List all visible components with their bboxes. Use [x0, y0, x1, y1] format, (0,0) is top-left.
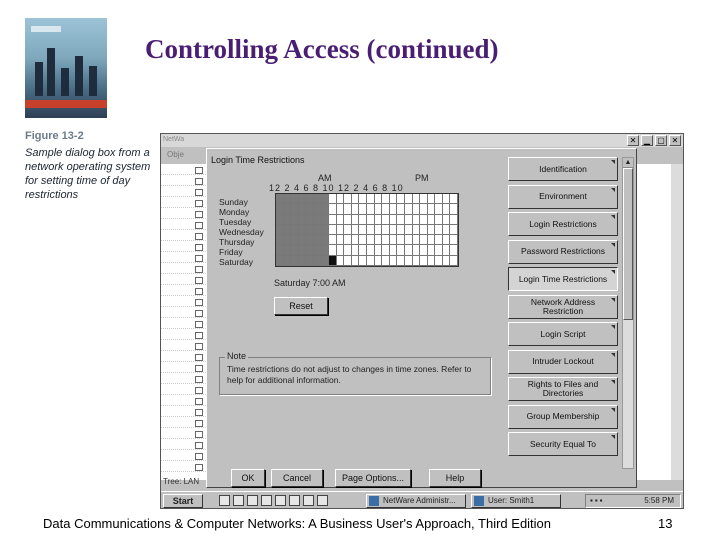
time-cell[interactable]	[337, 245, 345, 255]
time-cell[interactable]	[367, 235, 375, 245]
time-cell[interactable]	[397, 256, 405, 266]
cancel-button[interactable]: Cancel	[271, 469, 323, 487]
time-cell[interactable]	[344, 235, 352, 245]
time-cell[interactable]	[291, 256, 299, 266]
help-button[interactable]: Help	[429, 469, 481, 487]
tree-row[interactable]	[161, 461, 206, 472]
time-cell[interactable]	[420, 235, 428, 245]
maximize-icon[interactable]: ▢	[655, 135, 667, 146]
ok-button[interactable]: OK	[231, 469, 265, 487]
tree-row[interactable]	[161, 340, 206, 351]
start-button[interactable]: Start	[163, 494, 203, 508]
tree-row[interactable]	[161, 175, 206, 186]
tree-row[interactable]	[161, 417, 206, 428]
time-cell[interactable]	[413, 215, 421, 225]
time-cell[interactable]	[397, 215, 405, 225]
slide-title: Controlling Access (continued)	[145, 34, 499, 64]
time-cell[interactable]	[284, 225, 292, 235]
quicklaunch-icon[interactable]	[289, 495, 300, 506]
menu-item-object[interactable]: Obje	[167, 150, 184, 159]
time-cell[interactable]	[428, 215, 436, 225]
time-cell[interactable]	[367, 225, 375, 235]
tree-row[interactable]	[161, 428, 206, 439]
page-button[interactable]	[508, 295, 618, 319]
day-label: Tuesday	[219, 217, 252, 227]
time-cell[interactable]	[291, 194, 299, 204]
quicklaunch-icon[interactable]	[317, 495, 328, 506]
tree-row[interactable]	[161, 252, 206, 263]
time-cell[interactable]	[428, 204, 436, 214]
clock: 5:58 PM	[644, 496, 674, 505]
time-cell[interactable]	[337, 225, 345, 235]
tree-row[interactable]	[161, 219, 206, 230]
am-label: AM	[318, 173, 332, 183]
time-cell[interactable]	[443, 215, 451, 225]
page-corner-icon	[611, 325, 615, 329]
time-cell[interactable]	[352, 204, 360, 214]
time-cell[interactable]	[375, 256, 383, 266]
time-cell[interactable]	[337, 204, 345, 214]
time-cell[interactable]	[450, 235, 458, 245]
time-cell[interactable]	[299, 235, 307, 245]
time-cell[interactable]	[435, 245, 443, 255]
tree-row[interactable]	[161, 274, 206, 285]
page-button[interactable]	[508, 267, 618, 291]
time-cell[interactable]	[405, 235, 413, 245]
page-corner-icon	[611, 160, 615, 164]
tree-row[interactable]	[161, 439, 206, 450]
time-cell[interactable]	[443, 225, 451, 235]
time-cell[interactable]	[314, 194, 322, 204]
day-label: Wednesday	[219, 227, 264, 237]
time-cell[interactable]	[420, 204, 428, 214]
time-cell[interactable]	[450, 204, 458, 214]
page-button[interactable]	[508, 322, 618, 346]
page-button[interactable]	[508, 432, 618, 456]
page-corner-icon	[611, 380, 615, 384]
close-icon[interactable]: ✕	[627, 135, 639, 146]
page-button-label: Identification	[539, 163, 587, 174]
time-cell[interactable]	[375, 245, 383, 255]
time-cell[interactable]	[390, 235, 398, 245]
time-cell[interactable]	[299, 204, 307, 214]
quicklaunch-icon[interactable]	[303, 495, 314, 506]
figure-label: Figure 13-2	[25, 130, 84, 142]
time-cell[interactable]	[367, 245, 375, 255]
task-user[interactable]	[471, 494, 561, 508]
time-cell[interactable]	[435, 225, 443, 235]
time-cell[interactable]	[344, 194, 352, 204]
time-cell[interactable]	[306, 225, 314, 235]
day-label: Sunday	[219, 197, 248, 207]
time-cell[interactable]	[359, 225, 367, 235]
tree-row[interactable]	[161, 241, 206, 252]
page-button[interactable]	[508, 240, 618, 264]
page-button-label: Network Address Restriction	[530, 296, 596, 316]
book-cover-image	[25, 18, 107, 118]
day-label: Friday	[219, 247, 243, 257]
time-cell[interactable]	[276, 225, 284, 235]
page-corner-icon	[611, 243, 615, 247]
page-corner-icon	[611, 188, 615, 192]
time-cell[interactable]	[306, 215, 314, 225]
time-cell[interactable]	[405, 194, 413, 204]
tree-row[interactable]	[161, 373, 206, 384]
page-corner-icon	[611, 215, 615, 219]
time-cell[interactable]	[413, 204, 421, 214]
time-cell[interactable]	[382, 215, 390, 225]
minimize-icon[interactable]: ▁	[641, 135, 653, 146]
tree-row[interactable]	[161, 230, 206, 241]
time-cell[interactable]	[428, 256, 436, 266]
quicklaunch-icon[interactable]	[275, 495, 286, 506]
time-cell[interactable]	[306, 204, 314, 214]
time-cell[interactable]	[390, 245, 398, 255]
group-title: Login Time Restrictions	[211, 155, 305, 165]
reset-button[interactable]: Reset	[274, 297, 328, 315]
time-cell[interactable]	[276, 204, 284, 214]
time-cell[interactable]	[413, 245, 421, 255]
note-text: Time restrictions do not adjust to changes in time zones. Refer to help for additional information.	[227, 364, 472, 385]
tree-row[interactable]	[161, 384, 206, 395]
page-button-label: Login Script	[540, 328, 586, 339]
time-cell[interactable]	[359, 204, 367, 214]
figure-caption: Sample dialog box from a network operating system for setting time of day restrictions	[25, 147, 151, 201]
time-cell[interactable]	[284, 194, 292, 204]
time-cell[interactable]	[413, 256, 421, 266]
time-cell[interactable]	[314, 245, 322, 255]
time-cell[interactable]	[322, 225, 330, 235]
time-cell[interactable]	[276, 245, 284, 255]
time-cell[interactable]	[382, 245, 390, 255]
time-cell[interactable]	[306, 194, 314, 204]
time-cell[interactable]	[367, 256, 375, 266]
time-cell[interactable]	[428, 194, 436, 204]
time-cell[interactable]	[276, 235, 284, 245]
time-cell[interactable]	[306, 245, 314, 255]
page-corner-icon	[611, 298, 615, 302]
time-cell[interactable]	[405, 225, 413, 235]
time-cell[interactable]	[397, 204, 405, 214]
day-labels	[219, 197, 264, 267]
time-cell[interactable]	[352, 194, 360, 204]
time-cell[interactable]	[382, 256, 390, 266]
task-label: NetWare Administr...	[383, 496, 456, 505]
page-button-label: Security Equal To	[530, 438, 596, 449]
time-cell[interactable]	[329, 204, 337, 214]
time-grid[interactable]	[275, 193, 459, 267]
tree-row[interactable]	[161, 263, 206, 274]
tree-row[interactable]	[161, 186, 206, 197]
time-cell[interactable]	[443, 235, 451, 245]
time-cell[interactable]	[329, 235, 337, 245]
time-cell[interactable]	[390, 204, 398, 214]
app-title: NetWa	[163, 136, 185, 143]
time-cell[interactable]	[420, 215, 428, 225]
time-cell[interactable]	[299, 194, 307, 204]
time-cell[interactable]	[435, 215, 443, 225]
time-cell[interactable]	[299, 215, 307, 225]
page-button-label: Password Restrictions	[520, 246, 606, 256]
time-cell[interactable]	[299, 225, 307, 235]
time-cell[interactable]	[352, 256, 360, 266]
tree-row[interactable]	[161, 362, 206, 373]
time-cell[interactable]	[276, 256, 284, 266]
quicklaunch-icon[interactable]	[247, 495, 258, 506]
time-cell[interactable]	[337, 256, 345, 266]
time-cell[interactable]	[344, 256, 352, 266]
tree-row[interactable]	[161, 307, 206, 318]
time-cell[interactable]	[359, 215, 367, 225]
time-cell[interactable]	[344, 225, 352, 235]
time-cell[interactable]	[443, 194, 451, 204]
time-cell[interactable]	[375, 215, 383, 225]
time-cell[interactable]	[375, 204, 383, 214]
time-cell[interactable]	[375, 235, 383, 245]
time-cell[interactable]	[390, 194, 398, 204]
tree-row[interactable]	[161, 197, 206, 208]
time-cell[interactable]	[291, 215, 299, 225]
time-cell[interactable]	[291, 225, 299, 235]
page-number: 13	[658, 516, 673, 531]
time-cell[interactable]	[397, 245, 405, 255]
time-cell[interactable]	[390, 225, 398, 235]
time-cell[interactable]	[291, 204, 299, 214]
time-cell[interactable]	[443, 204, 451, 214]
day-label: Thursday	[219, 237, 255, 247]
screenshot	[160, 133, 684, 509]
time-cell[interactable]	[443, 245, 451, 255]
time-cell[interactable]	[322, 256, 330, 266]
time-cell[interactable]	[450, 256, 458, 266]
time-cell[interactable]	[322, 245, 330, 255]
time-cell[interactable]	[435, 204, 443, 214]
time-cell[interactable]	[359, 235, 367, 245]
tree-row[interactable]	[161, 285, 206, 296]
time-cell[interactable]	[397, 235, 405, 245]
time-cell[interactable]	[405, 215, 413, 225]
time-cell[interactable]	[329, 245, 337, 255]
time-cell[interactable]	[306, 235, 314, 245]
app-titlebar	[161, 134, 683, 147]
tree-row[interactable]	[161, 406, 206, 417]
time-cell[interactable]	[428, 245, 436, 255]
time-cell[interactable]	[352, 245, 360, 255]
time-cell[interactable]	[450, 245, 458, 255]
time-cell[interactable]	[435, 235, 443, 245]
time-cell[interactable]	[359, 256, 367, 266]
time-cell[interactable]	[314, 235, 322, 245]
time-cell[interactable]	[329, 215, 337, 225]
time-cell[interactable]	[276, 215, 284, 225]
user-icon	[474, 496, 484, 506]
time-cell[interactable]	[375, 225, 383, 235]
time-cell[interactable]	[352, 235, 360, 245]
selected-time: Saturday 7:00 AM	[274, 278, 346, 288]
time-cell[interactable]	[382, 225, 390, 235]
time-cell[interactable]	[306, 256, 314, 266]
time-cell[interactable]	[450, 194, 458, 204]
time-cell[interactable]	[322, 204, 330, 214]
time-cell[interactable]	[284, 204, 292, 214]
time-cell[interactable]	[314, 256, 322, 266]
pages-scrollbar[interactable]	[622, 157, 634, 469]
page-button-label: Environment	[539, 191, 587, 201]
scroll-up-icon[interactable]: ▲	[624, 159, 632, 166]
close-icon-app[interactable]: ✕	[669, 135, 681, 146]
tree-row[interactable]	[161, 329, 206, 340]
page-corner-icon	[611, 353, 615, 357]
time-cell[interactable]	[413, 225, 421, 235]
time-cell[interactable]	[322, 194, 330, 204]
time-cell[interactable]	[420, 256, 428, 266]
page-options-button[interactable]: Page Options...	[335, 469, 411, 487]
time-cell[interactable]	[382, 235, 390, 245]
time-cell[interactable]	[284, 235, 292, 245]
time-cell[interactable]	[420, 245, 428, 255]
time-cell[interactable]	[284, 215, 292, 225]
day-label: Saturday	[219, 257, 254, 267]
time-cell[interactable]	[314, 215, 322, 225]
tree-row[interactable]	[161, 450, 206, 461]
system-tray	[585, 494, 681, 508]
time-cell[interactable]	[367, 204, 375, 214]
tree-row[interactable]	[161, 164, 206, 175]
task-netware-admin[interactable]	[366, 494, 466, 508]
time-cell[interactable]	[352, 215, 360, 225]
time-cell[interactable]	[329, 225, 337, 235]
time-cell[interactable]	[397, 225, 405, 235]
time-cell[interactable]	[284, 245, 292, 255]
time-cell[interactable]	[352, 225, 360, 235]
scroll-thumb[interactable]	[623, 168, 633, 320]
tree-row[interactable]	[161, 296, 206, 307]
quicklaunch-icon[interactable]	[233, 495, 244, 506]
time-cell[interactable]	[367, 194, 375, 204]
footer-text: Data Communications & Computer Networks: A Business User's Approach, Third Edition	[43, 516, 552, 531]
time-cell[interactable]	[322, 235, 330, 245]
page-button-label: Intruder Lockout	[532, 356, 594, 366]
tree-row[interactable]	[161, 318, 206, 329]
time-cell[interactable]	[299, 256, 307, 266]
note-label: Note	[227, 351, 247, 361]
page-buttons	[508, 157, 620, 469]
user-details-dialog	[206, 148, 637, 488]
time-cell[interactable]	[390, 215, 398, 225]
time-cell[interactable]	[344, 204, 352, 214]
time-cell[interactable]	[344, 245, 352, 255]
page-button-label: Rights to Files and Directories	[527, 379, 599, 398]
quicklaunch-icon[interactable]	[219, 495, 230, 506]
time-cell[interactable]	[390, 256, 398, 266]
time-cell[interactable]	[299, 245, 307, 255]
tree-row[interactable]	[161, 208, 206, 219]
time-cell[interactable]	[382, 204, 390, 214]
task-label: User: Smith1	[488, 496, 535, 505]
time-cell[interactable]	[382, 194, 390, 204]
time-cell[interactable]	[397, 194, 405, 204]
time-cell[interactable]	[337, 194, 345, 204]
quicklaunch-icon[interactable]	[261, 495, 272, 506]
hour-labels: 12 2 4 6 8 10 12 2 4 6 8 10	[269, 183, 404, 193]
tray-icons: ▪▪▪	[590, 496, 605, 505]
time-cell[interactable]	[450, 225, 458, 235]
time-cell[interactable]	[344, 215, 352, 225]
time-cell[interactable]	[375, 194, 383, 204]
page-button[interactable]	[508, 185, 618, 209]
page-button[interactable]	[508, 350, 618, 374]
time-cell[interactable]	[405, 256, 413, 266]
time-cell[interactable]	[413, 235, 421, 245]
time-cell[interactable]	[291, 245, 299, 255]
tree-row[interactable]	[161, 395, 206, 406]
page-corner-icon	[611, 408, 615, 412]
page-button-label: Login Restrictions	[529, 218, 597, 229]
tree-pane	[161, 164, 207, 480]
time-cell[interactable]	[428, 235, 436, 245]
time-cell[interactable]	[367, 215, 375, 225]
time-cell[interactable]	[450, 215, 458, 225]
time-cell[interactable]	[337, 215, 345, 225]
page-button[interactable]	[508, 212, 618, 236]
page-corner-icon	[611, 270, 615, 274]
app-icon	[369, 496, 379, 506]
time-cell[interactable]	[413, 194, 421, 204]
time-cell[interactable]	[284, 256, 292, 266]
tree-label: Tree: LAN	[163, 477, 200, 486]
pm-label: PM	[415, 173, 429, 183]
time-cell[interactable]	[291, 235, 299, 245]
page-button[interactable]	[508, 377, 618, 401]
time-cell[interactable]	[337, 235, 345, 245]
page-corner-icon	[611, 435, 615, 439]
time-cell[interactable]	[314, 204, 322, 214]
time-cell[interactable]	[322, 215, 330, 225]
time-cell[interactable]	[314, 225, 322, 235]
time-cell[interactable]	[405, 245, 413, 255]
time-cell[interactable]	[428, 225, 436, 235]
time-cell[interactable]	[443, 256, 451, 266]
time-cell[interactable]	[420, 225, 428, 235]
page-button[interactable]	[508, 405, 618, 429]
time-cell[interactable]	[329, 256, 337, 266]
time-cell[interactable]	[405, 204, 413, 214]
time-cell[interactable]	[359, 194, 367, 204]
page-button-label: Group Membership	[526, 411, 600, 421]
time-cell[interactable]	[276, 194, 284, 204]
page-button-label: Login Time Restrictions	[518, 273, 608, 284]
scrollbar[interactable]	[671, 164, 683, 480]
time-cell[interactable]	[329, 194, 337, 204]
time-cell[interactable]	[435, 256, 443, 266]
day-label: Monday	[219, 207, 250, 217]
time-cell[interactable]	[435, 194, 443, 204]
tree-row[interactable]	[161, 351, 206, 362]
taskbar	[161, 491, 683, 509]
time-cell[interactable]	[420, 194, 428, 204]
page-button[interactable]	[508, 157, 618, 181]
time-cell[interactable]	[359, 245, 367, 255]
